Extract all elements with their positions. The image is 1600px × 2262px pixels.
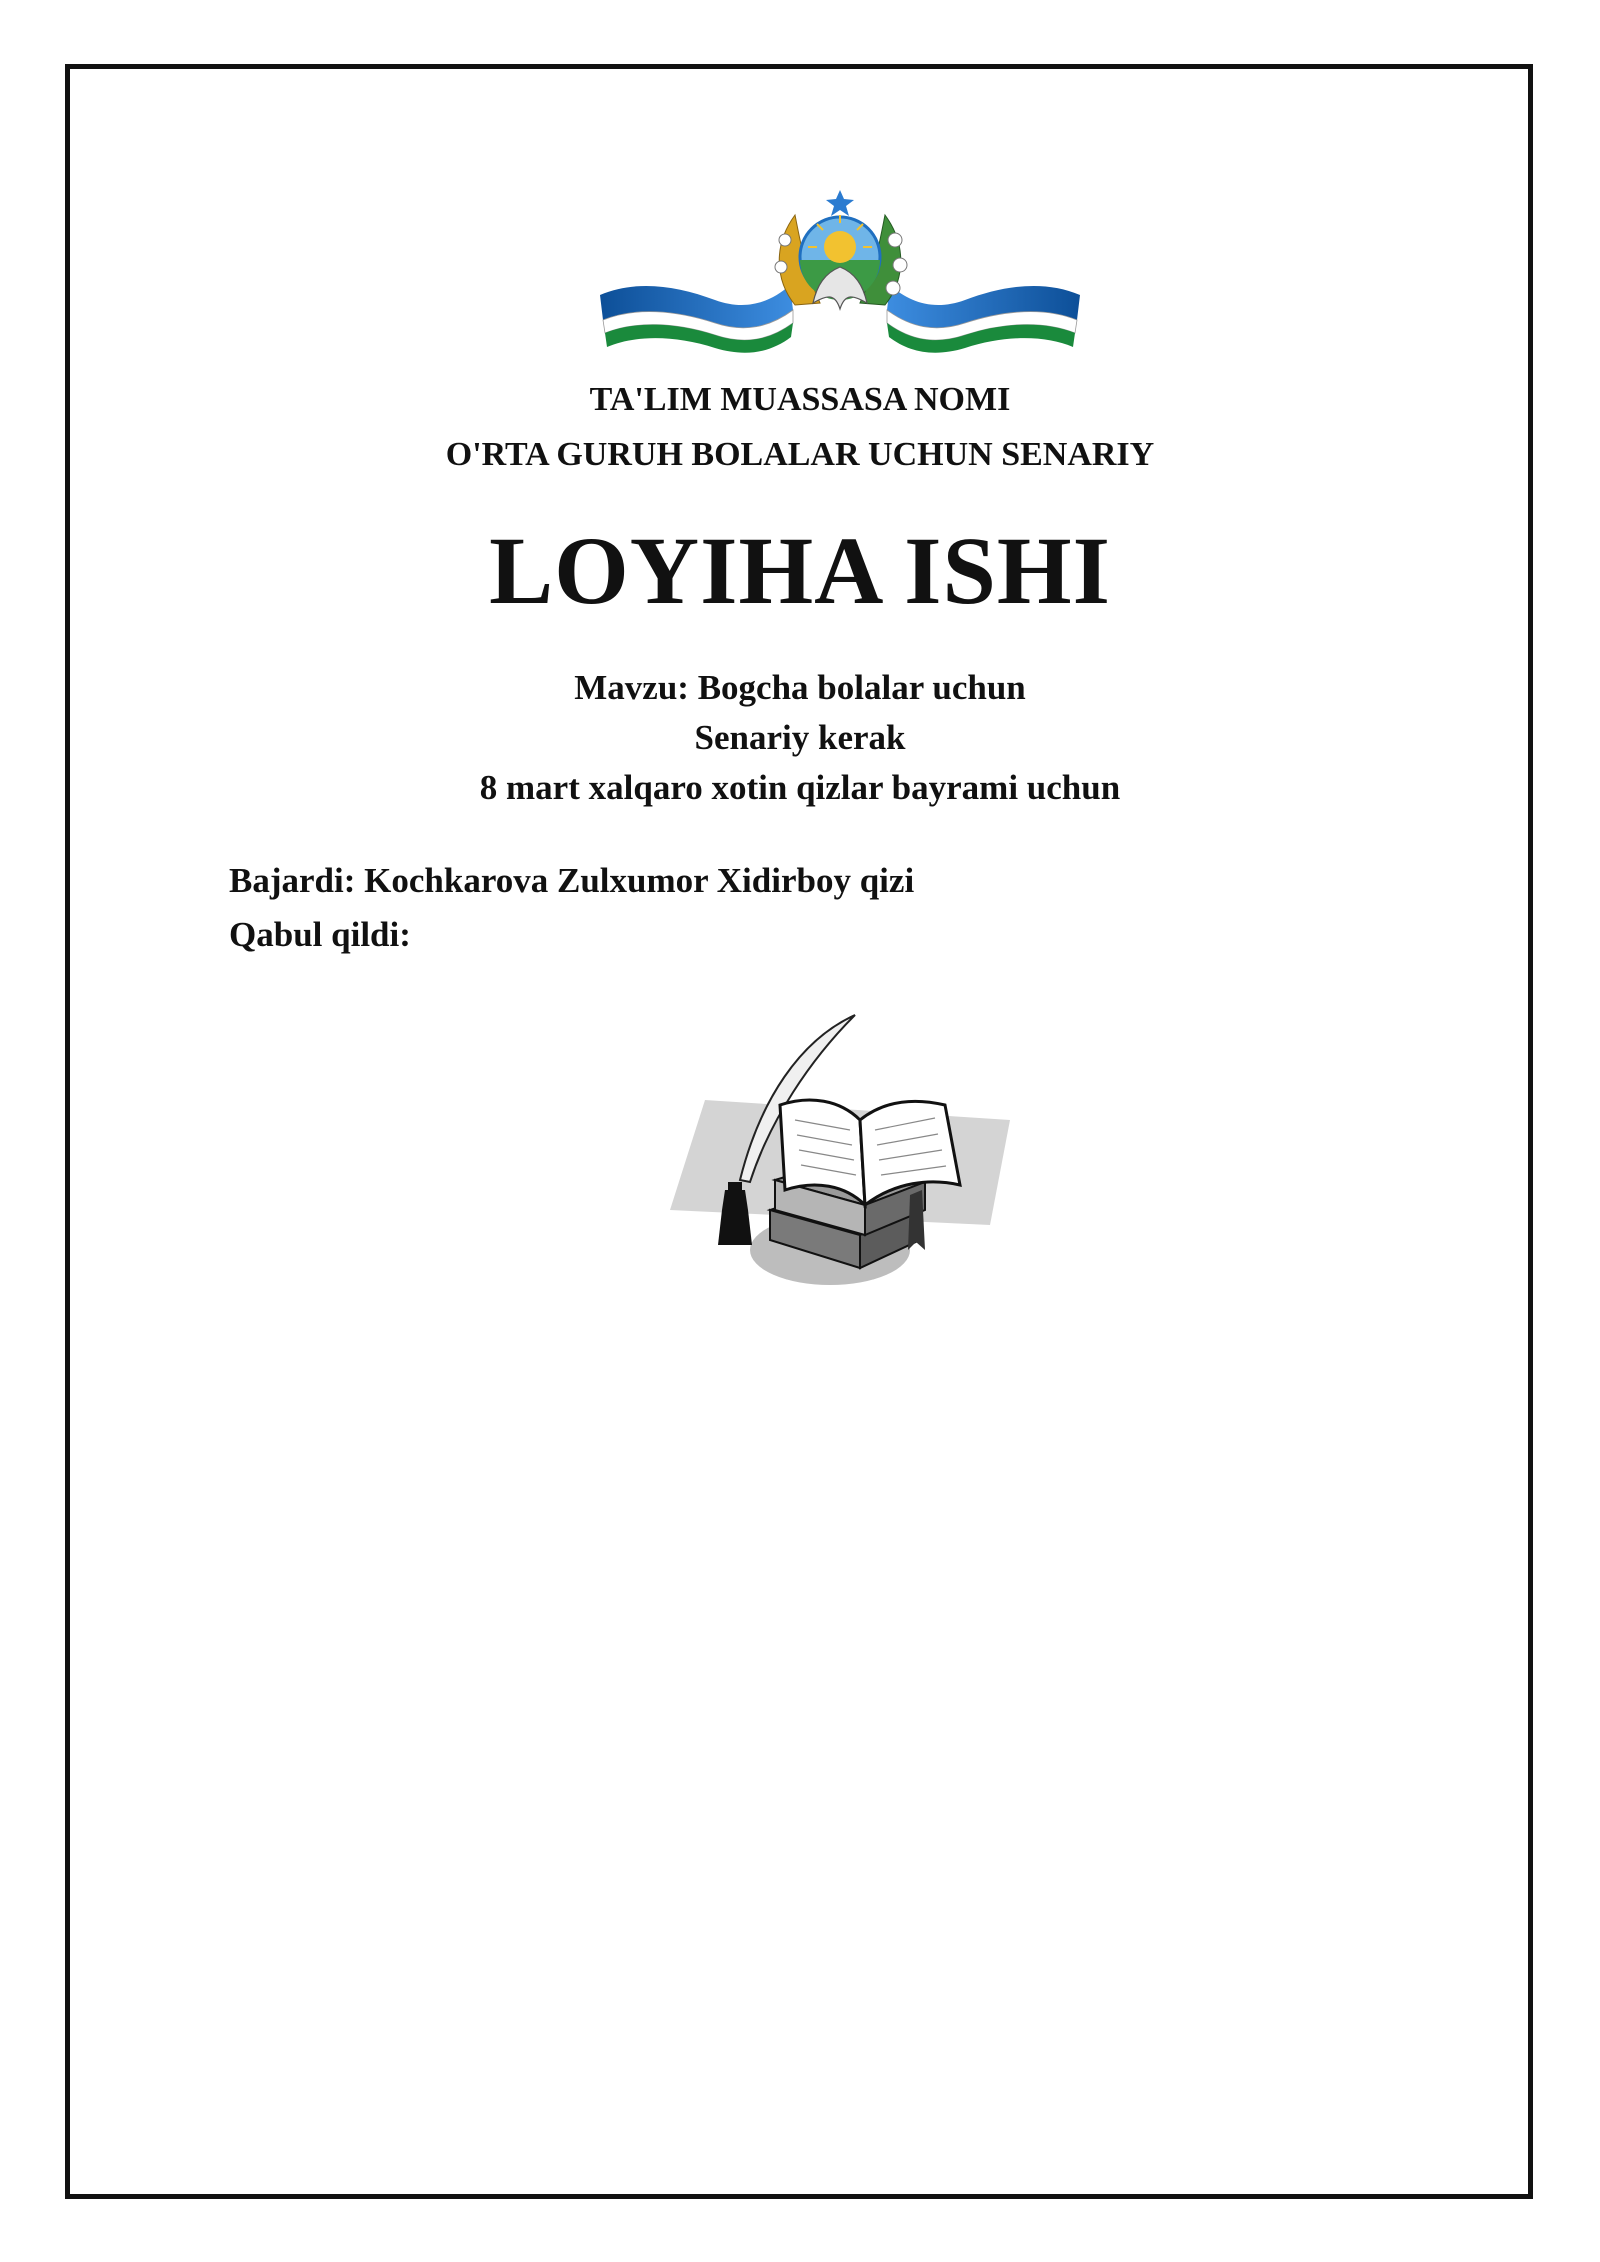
document-title: LOYIHA ISHI [489,517,1111,624]
topic-line: Mavzu: Bogcha bolalar uchun [574,668,1026,707]
group-subtitle: O'RTA GURUH BOLALAR UCHUN SENARIY [445,436,1155,473]
topic-subline-2: 8 mart xalqaro xotin qizlar bayrami uchun [479,768,1121,807]
institution-name: TA'LIM MUASSASA NOMI [589,381,1011,418]
done-by-line: Bajardi: Kochkarova Zulxumor Xidirboy qizi [229,861,915,900]
topic-subline-1: Senariy kerak [694,718,906,757]
coat-of-arms-icon [595,185,1085,360]
book-quill-icon [660,1010,1020,1295]
accepted-by-line: Qabul qildi: [229,915,411,954]
